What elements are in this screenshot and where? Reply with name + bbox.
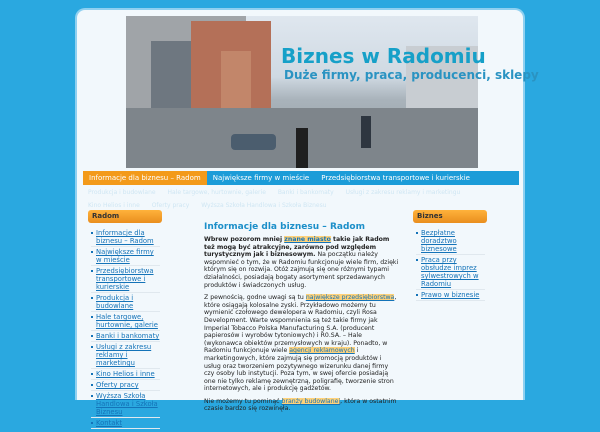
sidebar-link[interactable]: Banki i bankomaty bbox=[91, 332, 160, 342]
left-sidebar-list bbox=[88, 223, 162, 432]
main-content bbox=[204, 222, 399, 418]
subnav-item-banki[interactable]: Banki i bankomaty bbox=[277, 189, 334, 196]
site-subtitle: Duże firmy, praca, producenci, sklepy bbox=[284, 68, 539, 82]
page-container bbox=[75, 8, 539, 427]
sidebar-link[interactable]: Produkcja i budowlane bbox=[91, 294, 160, 312]
paragraph-text: , które osiągają kolosalne zyski. Przykładowo możemy tu wymienić czołowego dewelopera w Radomiu, czyli Rosa Development. Warte wspomnienia są też takie firmy jak Imperial Tobacco Polska Manufacturing S.A. (producent papierosów i wyrobów tytoniowych) i R0.SA. – Hale (wykonawca obiektów przemysłowych w kraju). Ponadto, w Radomiu funkcjonuje wiele bbox=[204, 294, 397, 355]
sidebar-link[interactable]: Kino Helios i inne bbox=[91, 370, 160, 380]
nav-item-transport[interactable]: Przedsiębiorstwa transportowe i kurierskie bbox=[321, 174, 470, 182]
inline-link-znane-miasto[interactable]: znane miasto bbox=[284, 236, 331, 243]
sidebar-link[interactable]: Hale targowe, hurtownie, galerie bbox=[91, 313, 160, 331]
paragraph-text: , która w ostatnim czasie bardzo się rozwinęła. bbox=[204, 397, 397, 413]
content-paragraph bbox=[204, 236, 399, 289]
sidebar-link[interactable]: Przedsiębiorstwa transportowe i kurierskie bbox=[91, 267, 160, 293]
paragraph-text: i marketingowych, które zajmują się promocją produktów i usług oraz tworzeniem pozytywnego wizerunku danej firmy czy osoby lub instytucji. Poza tym, w swej ofercie posiadają one nie tylko reklamę zewnętrzną, poligrafię, tworzenie stron internetowych, ale i produkcję gadżetów. bbox=[204, 347, 394, 393]
content-paragraph bbox=[204, 398, 399, 413]
paragraph-text: Wbrew pozorom mniej bbox=[204, 236, 283, 243]
sidebar-link[interactable]: Wyższa Szkoła Handlowa i Szkoła Biznesu bbox=[91, 392, 160, 418]
paragraph-text: Nie możemy tu pominąć bbox=[204, 397, 280, 405]
content-paragraph bbox=[204, 294, 399, 393]
content-heading: Informacje dla biznesu – Radom bbox=[204, 222, 365, 232]
subnav-item-szkola[interactable]: Wyższa Szkoła Handlowa i Szkoła Biznesu bbox=[201, 202, 327, 209]
sidebar-link[interactable]: Praca przy obsłudze imprez sylwestrowych w Radomiu bbox=[416, 256, 485, 290]
sidebar-link[interactable]: Oferty pracy bbox=[91, 381, 160, 391]
left-sidebar bbox=[88, 210, 162, 432]
paragraph-text: takie jak Radom też mogą być atrakcyjne, zarówno pod względem turystycznym jak i biznesowym. bbox=[204, 236, 390, 259]
sidebar-link[interactable]: Usługi z zakresu reklamy i marketingu bbox=[91, 343, 160, 369]
sidebar-link[interactable]: Prawo w biznesie bbox=[416, 291, 485, 301]
sidebar-link[interactable]: Kontakt bbox=[91, 419, 160, 429]
nav-item-informacje[interactable]: Informacje dla biznesu – Radom bbox=[83, 171, 207, 185]
subnav-item-oferty[interactable]: Oferty pracy bbox=[151, 202, 190, 209]
right-sidebar-heading: Biznes bbox=[413, 210, 487, 223]
right-sidebar-list bbox=[413, 223, 487, 304]
inline-link-przedsiebiorstwa[interactable]: największe przedsiębiorstwa bbox=[305, 294, 395, 302]
subnav-item-reklama[interactable]: Usługi z zakresu reklamy i marketingu bbox=[345, 189, 461, 196]
left-sidebar-heading: Radom bbox=[88, 210, 162, 223]
subnav-item-kino[interactable]: Kino Helios i inne bbox=[88, 202, 140, 209]
header-photo bbox=[126, 16, 539, 168]
sub-nav bbox=[83, 186, 519, 212]
paragraph-text: Z pewnością, godne uwagi są tu bbox=[204, 294, 304, 302]
main-nav bbox=[83, 171, 519, 185]
sidebar-link[interactable]: Bezpłatne doradztwo biznesowe bbox=[416, 229, 485, 255]
subnav-item-produkcja[interactable]: Produkcja i budowlane bbox=[88, 189, 156, 196]
right-sidebar bbox=[413, 210, 487, 304]
nav-item-najwieksze-firmy[interactable]: Największe firmy w mieście bbox=[212, 174, 310, 182]
inline-link-agencje[interactable]: agencji reklamowych bbox=[289, 347, 355, 355]
subnav-item-hale[interactable]: Hale targowe, hurtownie, galerie bbox=[167, 189, 266, 196]
sidebar-link[interactable]: Największe firmy w mieście bbox=[91, 248, 160, 266]
site-title: Biznes w Radomiu bbox=[281, 44, 486, 68]
sidebar-link[interactable]: Informacje dla biznesu – Radom bbox=[91, 229, 160, 247]
paragraph-text: Na początku należy wspomnieć o tym, że w Radomiu funkcjonuje wiele firm, dzięki którym się on rozwija. Otóż zajmują się one różnymi typami działalności, posiadają bogaty asortyment sprzedawanych produktów i świadczonych usług. bbox=[204, 251, 399, 289]
inline-link-branza[interactable]: branży budowlanej bbox=[281, 397, 341, 405]
